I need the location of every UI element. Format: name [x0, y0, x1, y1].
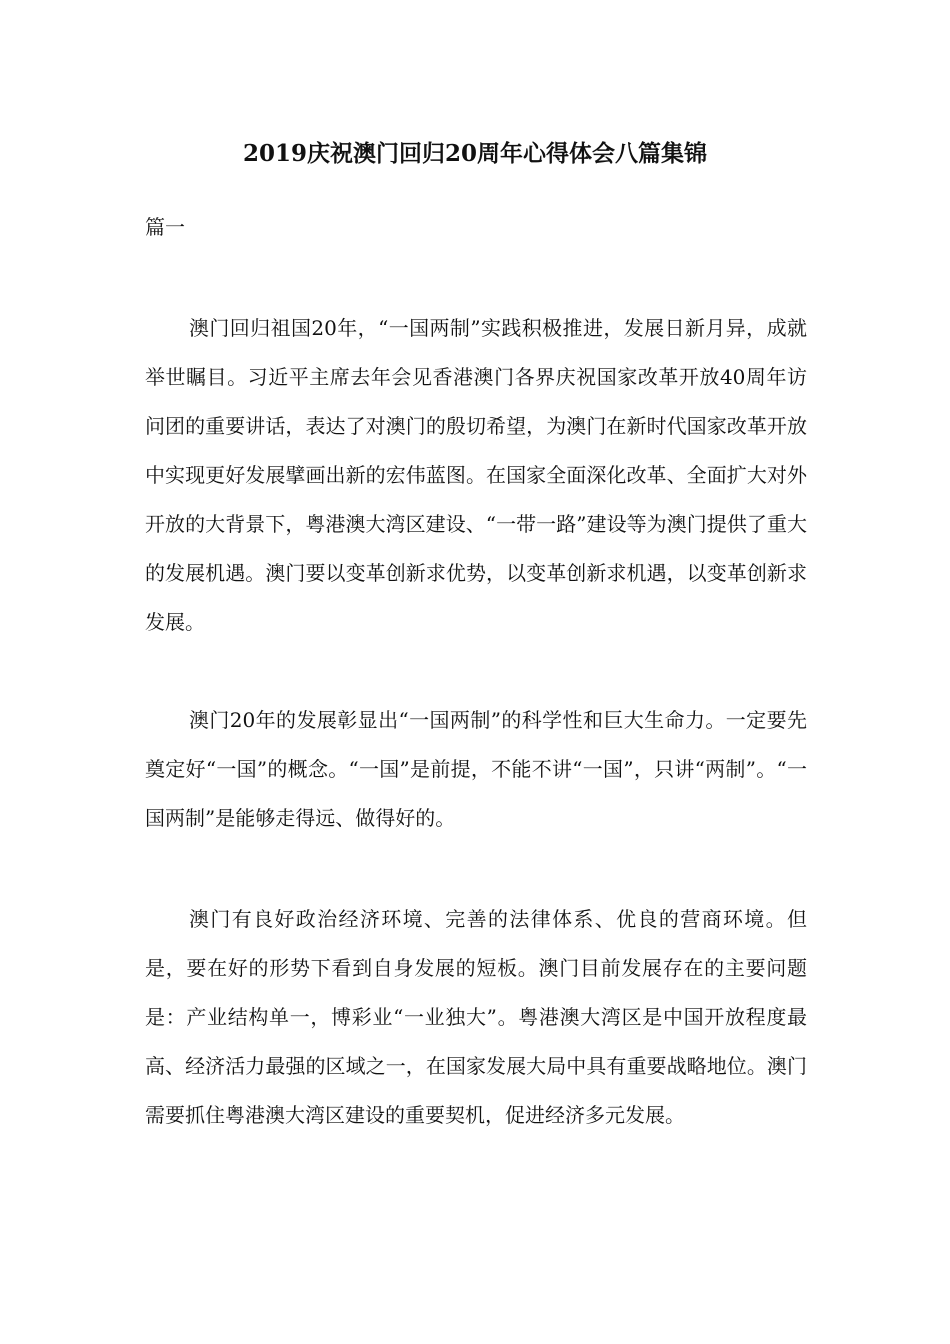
paragraph-2: 澳门20年的发展彰显出“一国两制”的科学性和巨大生命力。一定要先奠定好“一国”的概念。“一国”是前提，不能不讲“一国”，只讲“两制”。“一国两制”是能够走得远、做得好的。 — [145, 708, 807, 830]
paragraph-3: 澳门有良好政治经济环境、完善的法律体系、优良的营商环境。但是，要在好的形势下看到自身发展的短板。澳门目前发展存在的主要问题是：产业结构单一，博彩业“一业独大”。粤港澳大湾区是中国开放程度最高、经济活力最强的区域之一，在国家发展大局中具有重要战略地位。澳门需要抓住粤港澳大湾区建设的重要契机，促进经济多元发展。 — [145, 907, 807, 1127]
section-label: 篇一 — [145, 215, 185, 239]
paragraph-1: 澳门回归祖国20年，“一国两制”实践积极推进，发展日新月异，成就举世瞩目。习近平主席去年会见香港澳门各界庆祝国家改革开放40周年访问团的重要讲话，表达了对澳门的殷切希望，为澳门在新时代国家改革开放中实现更好发展擘画出新的宏伟蓝图。在国家全面深化改革、全面扩大对外开放的大背景下，粤港澳大湾区建设、“一带一路”建设等为澳门提供了重大的发展机遇。澳门要以变革创新求优势，以变革创新求机遇，以变革创新求发展。 — [145, 316, 807, 634]
document-title: 2019庆祝澳门回归20周年心得体会八篇集锦 — [242, 140, 708, 167]
